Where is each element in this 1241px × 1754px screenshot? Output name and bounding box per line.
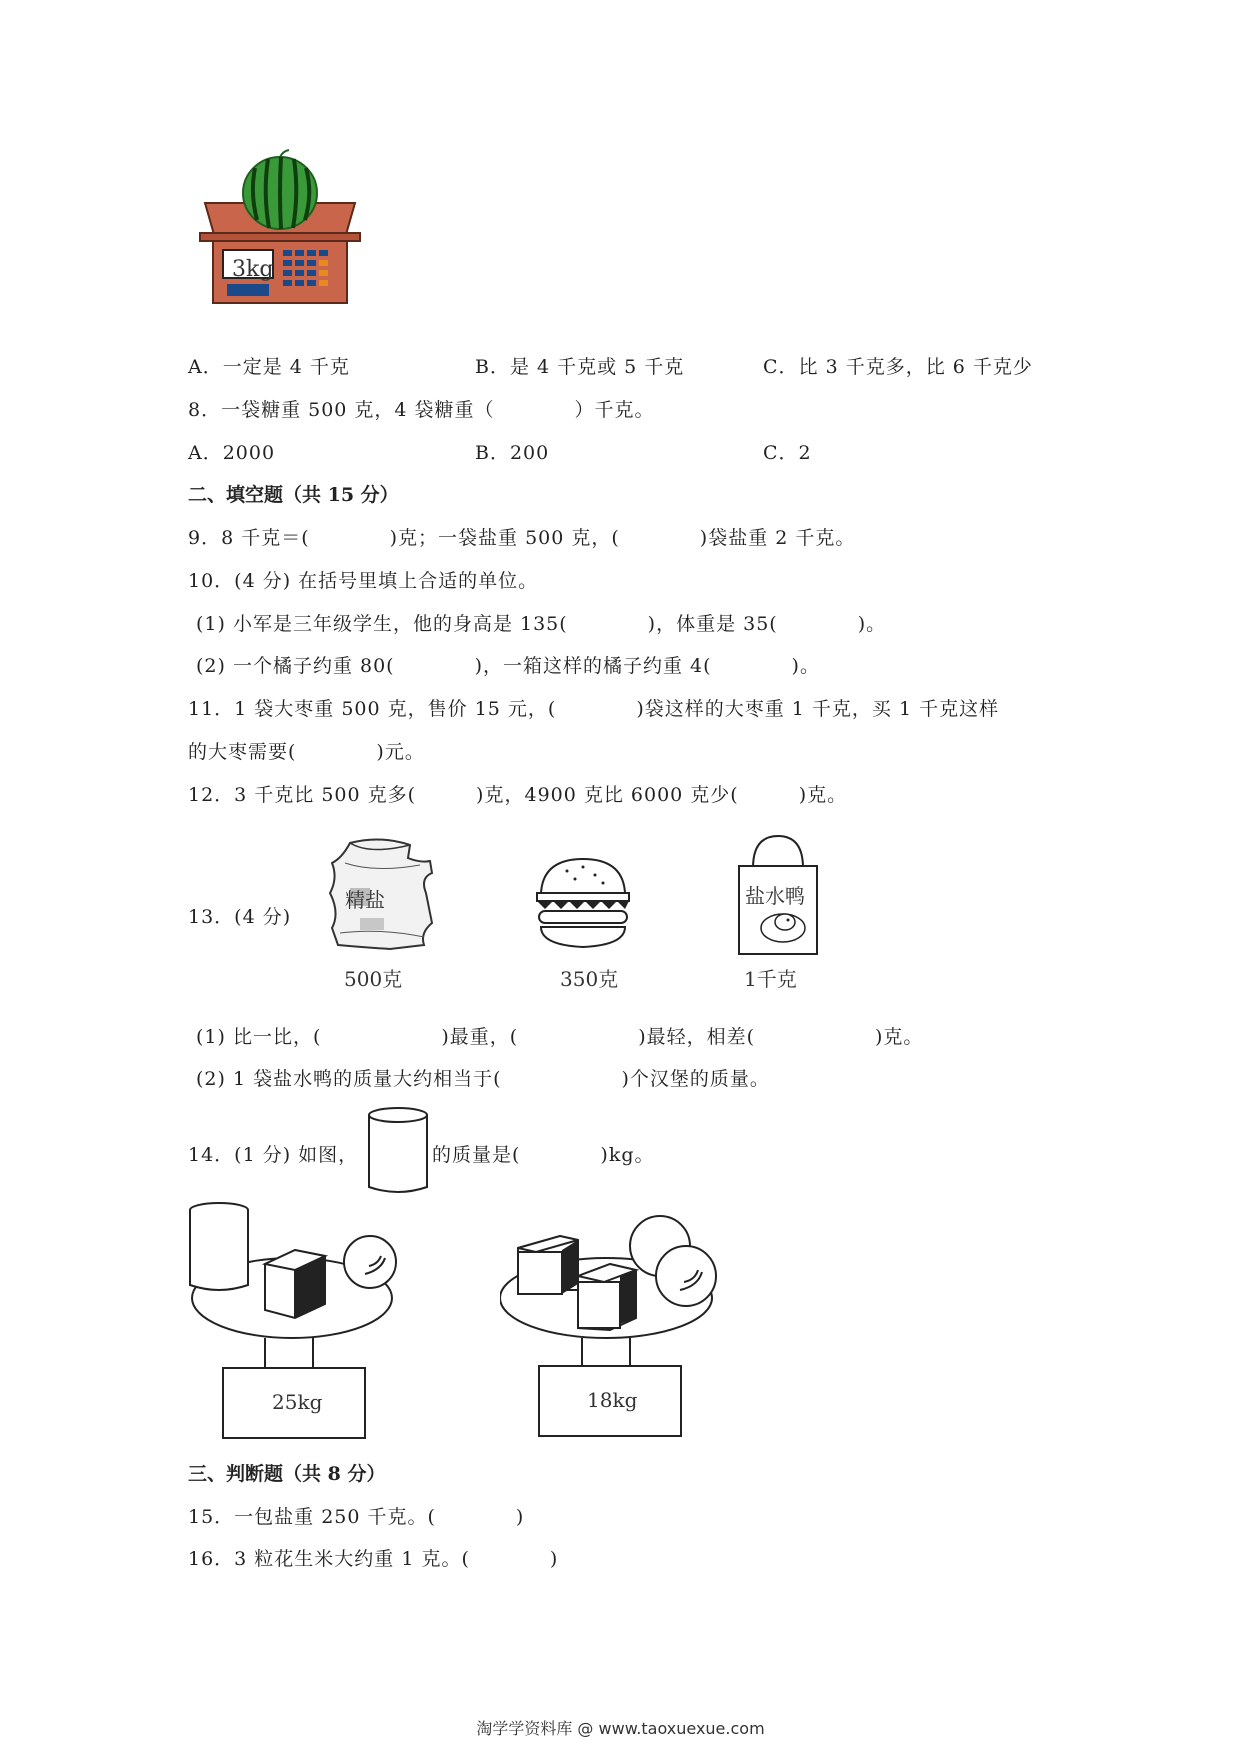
watermelon-scale-image: [195, 148, 365, 308]
page-footer: 淘学学资料库 @ www.taoxuexue.com: [476, 1719, 765, 1738]
q11-line1: 11．1 袋大枣重 500 克，售价 15 元，( )袋这样的大枣重 1 千克，买 1 千克这样: [188, 698, 1000, 720]
q7-option-a: A．一定是 4 千克: [188, 356, 350, 378]
q13-stem: 13．(4 分): [188, 906, 292, 928]
q10-part2: (2) 一个橘子约重 80( )，一箱这样的橘子约重 4( )。: [196, 655, 820, 677]
q16-question: 16．3 粒花生米大约重 1 克。( ): [188, 1548, 559, 1570]
q8-option-a: A．2000: [188, 442, 276, 464]
burger-weight: 350克: [560, 967, 619, 991]
q12-question: 12．3 千克比 500 克多( )克，4900 克比 6000 克少( )克。: [188, 784, 848, 806]
duck-weight: 1千克: [744, 967, 797, 991]
q10-part1: (1) 小军是三年级学生，他的身高是 135( )，体重是 35( )。: [196, 613, 887, 635]
q14-stem-prefix: 14．(1 分) 如图，: [188, 1144, 359, 1166]
section3-title: 三、判断题（共 8 分）: [188, 1463, 386, 1485]
q10-stem: 10．(4 分) 在括号里填上合适的单位。: [188, 570, 539, 592]
duck-bag-label: 盐水鸭: [745, 884, 805, 908]
section2-title: 二、填空题（共 15 分）: [188, 484, 399, 506]
q7-option-b: B．是 4 千克或 5 千克: [475, 356, 685, 378]
q8-question: 8．一袋糖重 500 克，4 袋糖重（ ）千克。: [188, 399, 655, 421]
cylinder-icon: [366, 1105, 430, 1197]
q15-question: 15．一包盐重 250 千克。( ): [188, 1506, 525, 1528]
q11-line2: 的大枣需要( )元。: [188, 741, 425, 763]
q8-option-c: C．2: [763, 442, 812, 464]
q13-part1: (1) 比一比，( )最重，( )最轻，相差( )克。: [196, 1026, 924, 1048]
q9-question: 9．8 千克＝( )克；一袋盐重 500 克，( )袋盐重 2 千克。: [188, 527, 856, 549]
scale-right-reading: 18kg: [587, 1388, 638, 1412]
q8-option-b: B．200: [475, 442, 550, 464]
hamburger-icon: [533, 855, 633, 953]
q14-stem-suffix: 的质量是( )kg。: [432, 1144, 655, 1166]
salt-weight: 500克: [344, 967, 403, 991]
q13-part2: (2) 1 袋盐水鸭的质量大约相当于( )个汉堡的质量。: [196, 1068, 770, 1090]
scale-left-reading: 25kg: [272, 1390, 323, 1414]
scale-display-reading: 3kg: [232, 257, 274, 282]
salt-bag-label: 精盐: [345, 888, 385, 912]
q7-option-c: C．比 3 千克多，比 6 千克少: [763, 356, 1033, 378]
